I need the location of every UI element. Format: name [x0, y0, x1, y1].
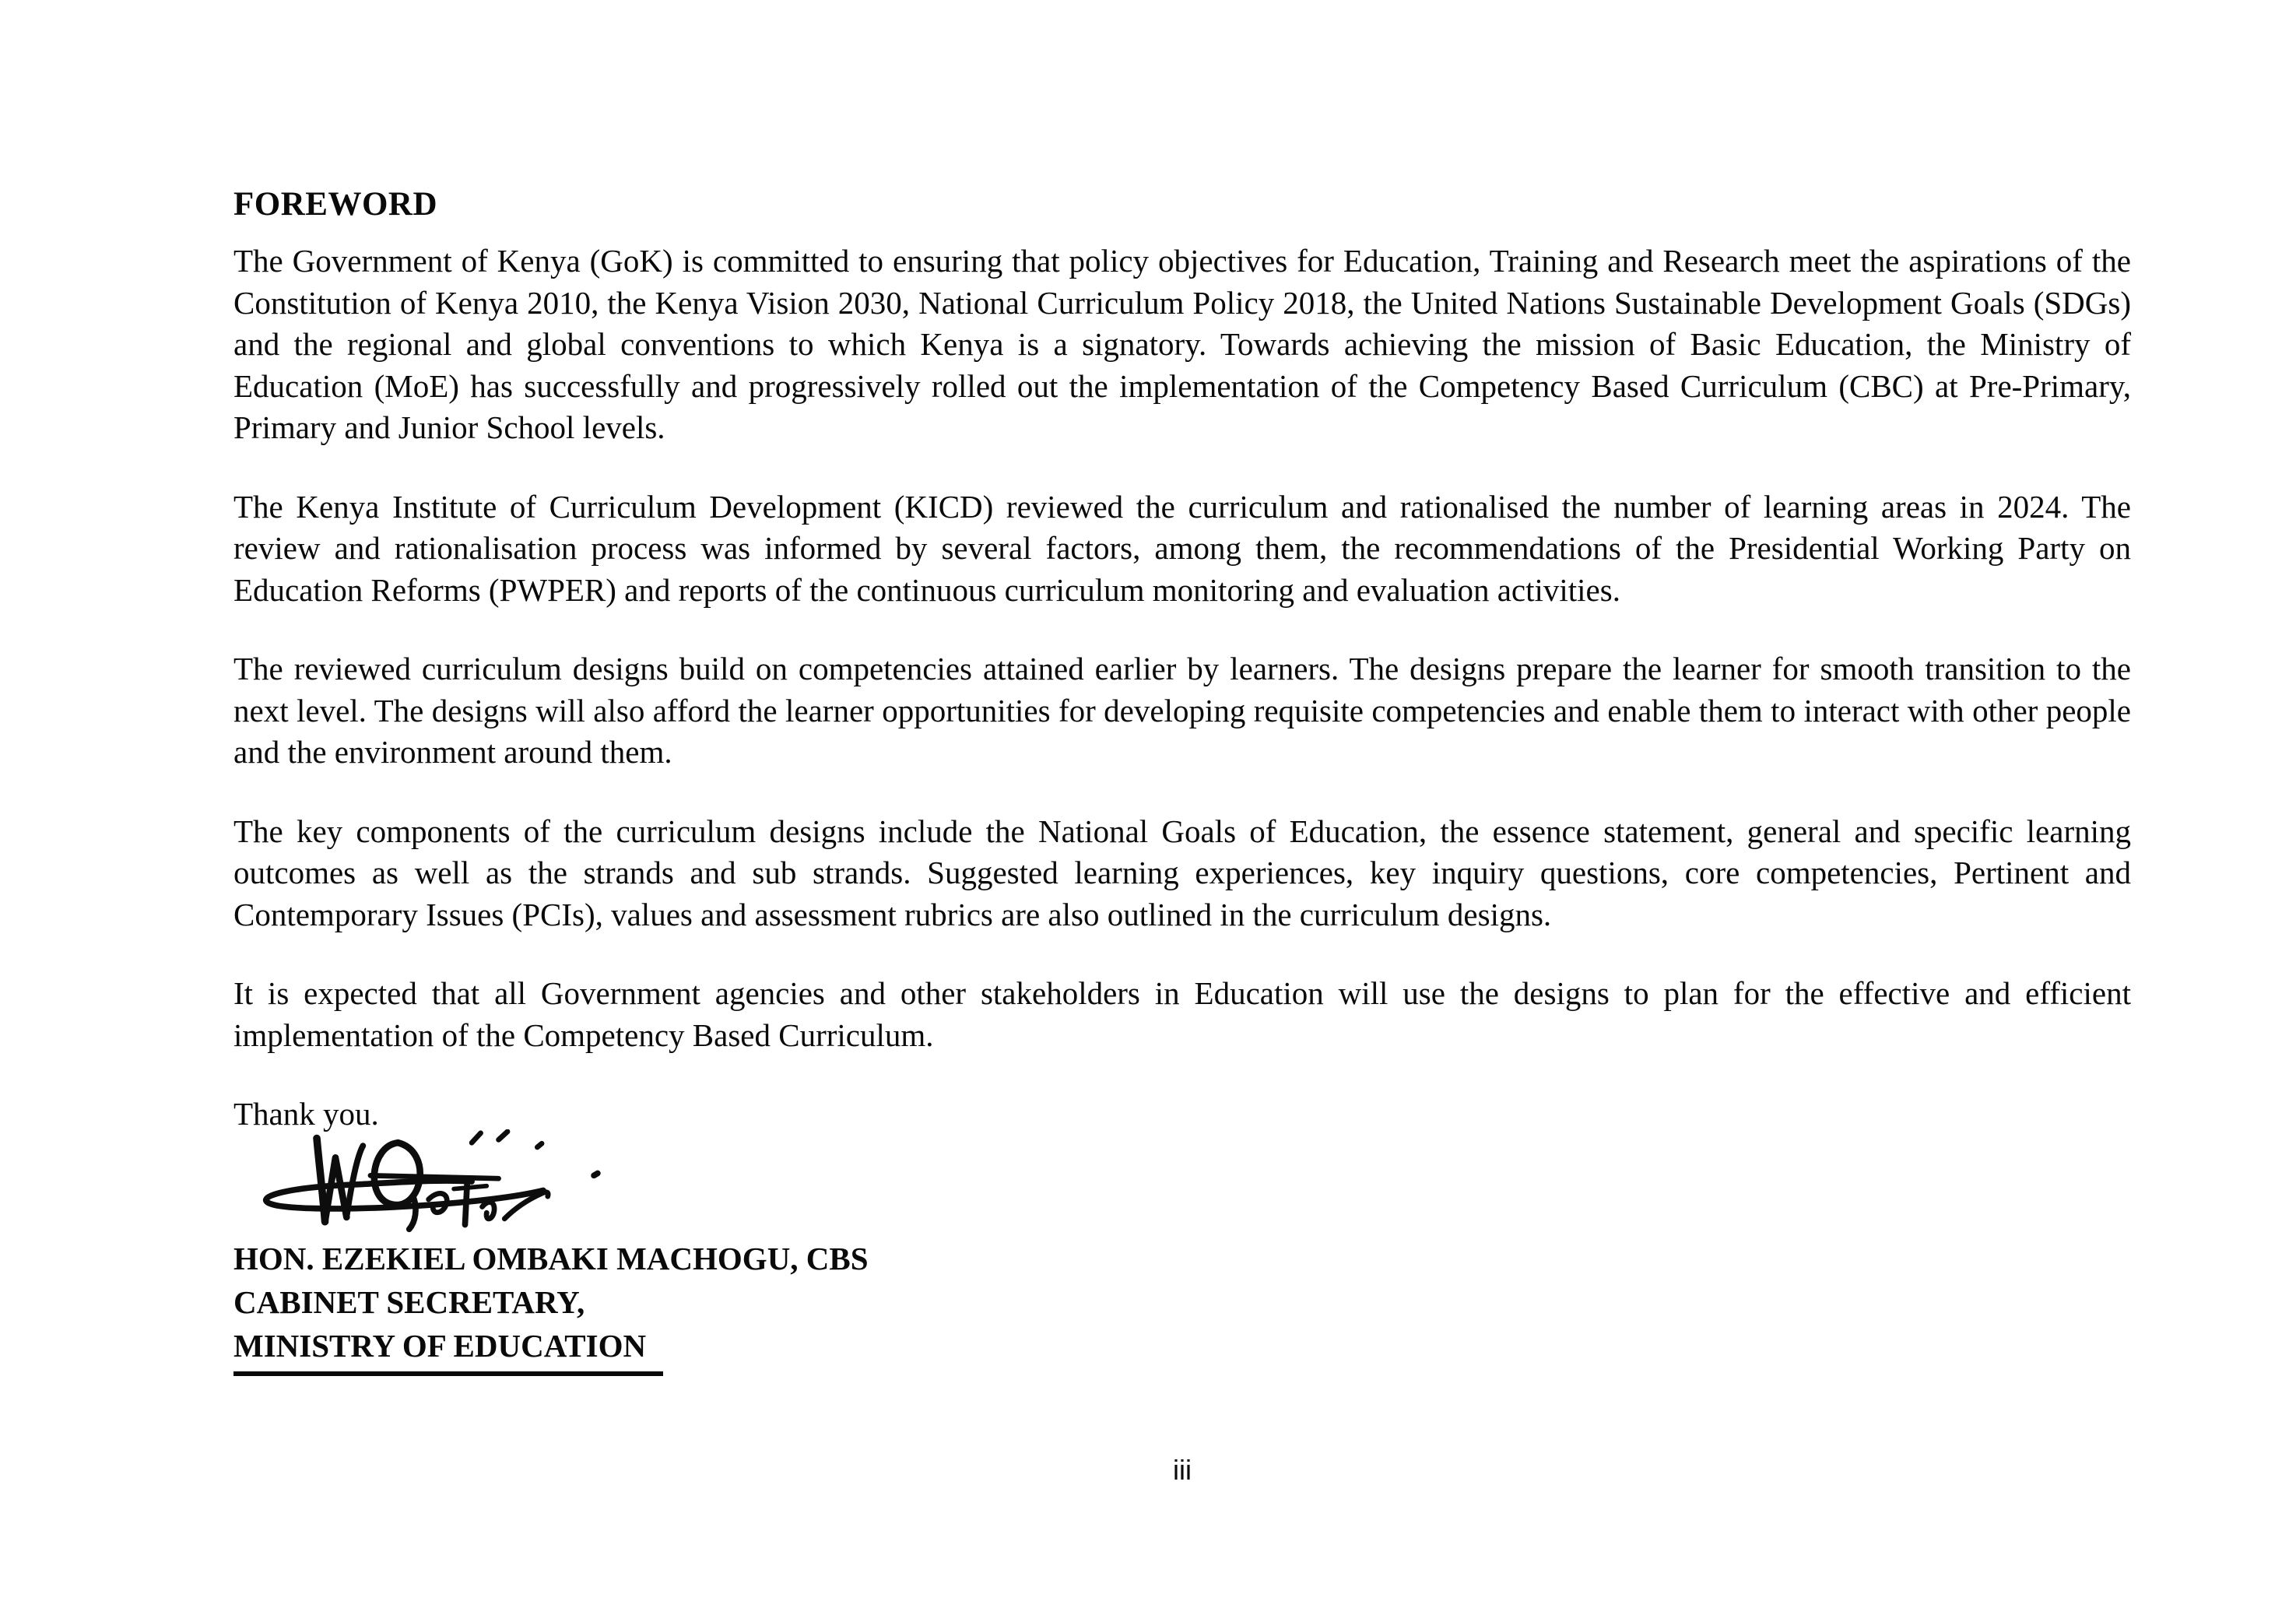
page-title: FOREWORD: [233, 186, 437, 223]
body-paragraph-2: The Kenya Institute of Curriculum Development (KICD) reviewed the curriculum and rationalised the number of learning areas in 2024. The review and rationalisation process was informed by several factors, among them, the recommendations of the Presidential Working Party on Education Reforms (PWPER) and reports of the continuous curriculum monitoring and evaluation activities.: [233, 488, 2131, 608]
signatory-title: CABINET SECRETARY,: [233, 1283, 585, 1320]
page-content: [233, 185, 2131, 1376]
signatory-block: [233, 1237, 2131, 1376]
body-paragraph-3: The reviewed curriculum designs build on competencies attained earlier by learners. The designs prepare the learner for smooth transition to the next level. The designs will also afford the learner opportunities for developing requisite competencies and enable them to interact with other people and the environment around them.: [233, 651, 2131, 770]
signature-image: [237, 1129, 2131, 1234]
signatory-name: HON. EZEKIEL OMBAKI MACHOGU, CBS: [233, 1240, 869, 1276]
closing-text: Thank you.: [233, 1096, 379, 1132]
page-number: iii: [1173, 1454, 1192, 1486]
signatory-ministry: MINISTRY OF EDUCATION: [233, 1324, 663, 1376]
body-paragraph-5: It is expected that all Government agencies and other stakeholders in Education will use the designs to plan for the effective and efficient implementation of the Competency Based Curriculum.: [233, 975, 2131, 1053]
signature-scribble-icon: [237, 1129, 641, 1234]
body-paragraph-1: The Government of Kenya (GoK) is committed to ensuring that policy objectives for Education, Training and Research meet the aspirations of the Constitution of Kenya 2010, the Kenya Vision 2030, National Curriculum Policy 2018, the United Nations Sustainable Development Goals (SDGs) and the regional and global conventions to which Kenya is a signatory. Towards achieving the mission of Basic Education, the Ministry of Education (MoE) has successfully and progressively rolled out the implementation of the Competency Based Curriculum (CBC) at Pre-Primary, Primary and Junior School levels.: [233, 243, 2131, 445]
body-paragraph-4: The key components of the curriculum designs include the National Goals of Education, the essence statement, general and specific learning outcomes as well as the strands and sub strands. Suggested learning experiences, key inquiry questions, core competencies, Pertinent and Contemporary Issues (PCIs), values and assessment rubrics are also outlined in the curriculum designs.: [233, 813, 2131, 932]
